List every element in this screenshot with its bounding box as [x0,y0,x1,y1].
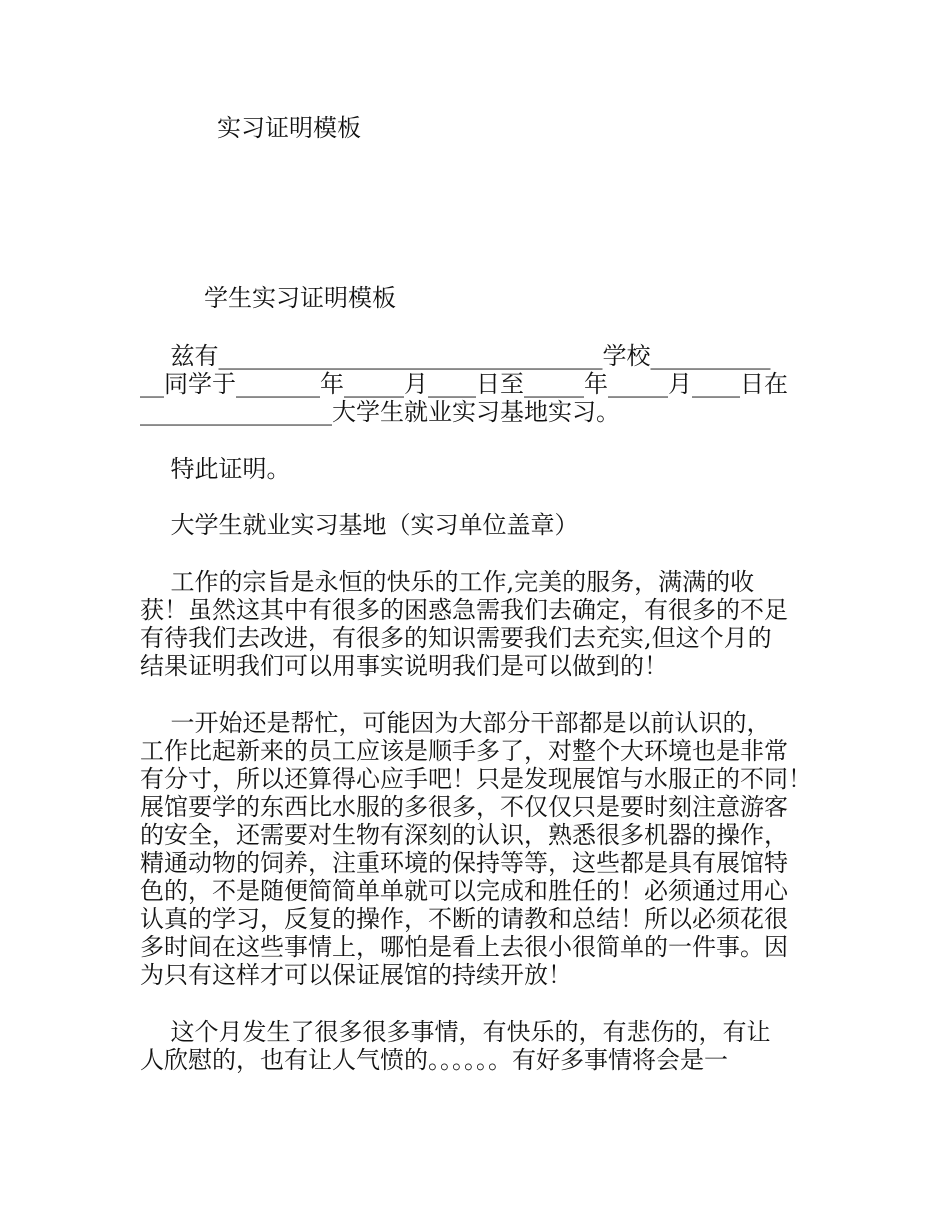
form-line: ________________大学生就业实习基地实习。 [140,398,620,426]
paragraph-line: 展馆要学的东西比水服的多很多，不仅仅只是要时刻注意游客 [140,793,788,821]
paragraph-line: 工作比起新来的员工应该是顺手多了，对整个大环境也是非常 [140,737,788,765]
paragraph-line: 工作的宗旨是永恒的快乐的工作,完美的服务，满满的收 [140,568,755,596]
document-title: 实习证明模板 [217,114,361,142]
form-line: __同学于_______年_____月____日至_____年_____月____日在 [140,370,788,398]
paragraph-line: 为只有这样才可以保证展馆的持续开放！ [140,961,572,989]
paragraph-line: 一开始还是帮忙，可能因为大部分干部都是以前认识的， [140,709,771,737]
closing-text: 特此证明。 [140,455,291,483]
paragraph-line: 精通动物的饲养，注重环境的保持等等，这些都是具有展馆特 [140,849,788,877]
paragraph-line: 的安全，还需要对生物有深刻的认识，熟悉很多机器的操作， [140,821,788,849]
organization-stamp-line: 大学生就业实习基地（实习单位盖章） [140,511,579,539]
paragraph-line: 多时间在这些事情上，哪怕是看上去很小很简单的一件事。因 [140,933,788,961]
form-line: 兹有________________________________学校__________ [140,342,771,370]
paragraph-line: 有待我们去改进，有很多的知识需要我们去充实,但这个月的 [140,624,772,652]
document-subtitle: 学生实习证明模板 [204,284,396,312]
paragraph-line: 这个月发生了很多很多事情，有快乐的，有悲伤的，有让 [140,1018,771,1046]
paragraph-line: 人欣慰的，也有让人气愤的。。。。。。有好多事情将会是一 [140,1046,728,1074]
paragraph-line: 获！虽然这其中有很多的困惑急需我们去确定，有很多的不足 [140,596,788,624]
paragraph-line: 结果证明我们可以用事实说明我们是可以做到的！ [140,652,668,680]
paragraph-line: 有分寸，所以还算得心应手吧！只是发现展馆与水服正的不同！ [140,765,812,793]
paragraph-line: 认真的学习，反复的操作，不断的请教和总结！所以必须花很 [140,905,788,933]
paragraph-line: 色的，不是随便简简单单就可以完成和胜任的！必须通过用心 [140,877,788,905]
